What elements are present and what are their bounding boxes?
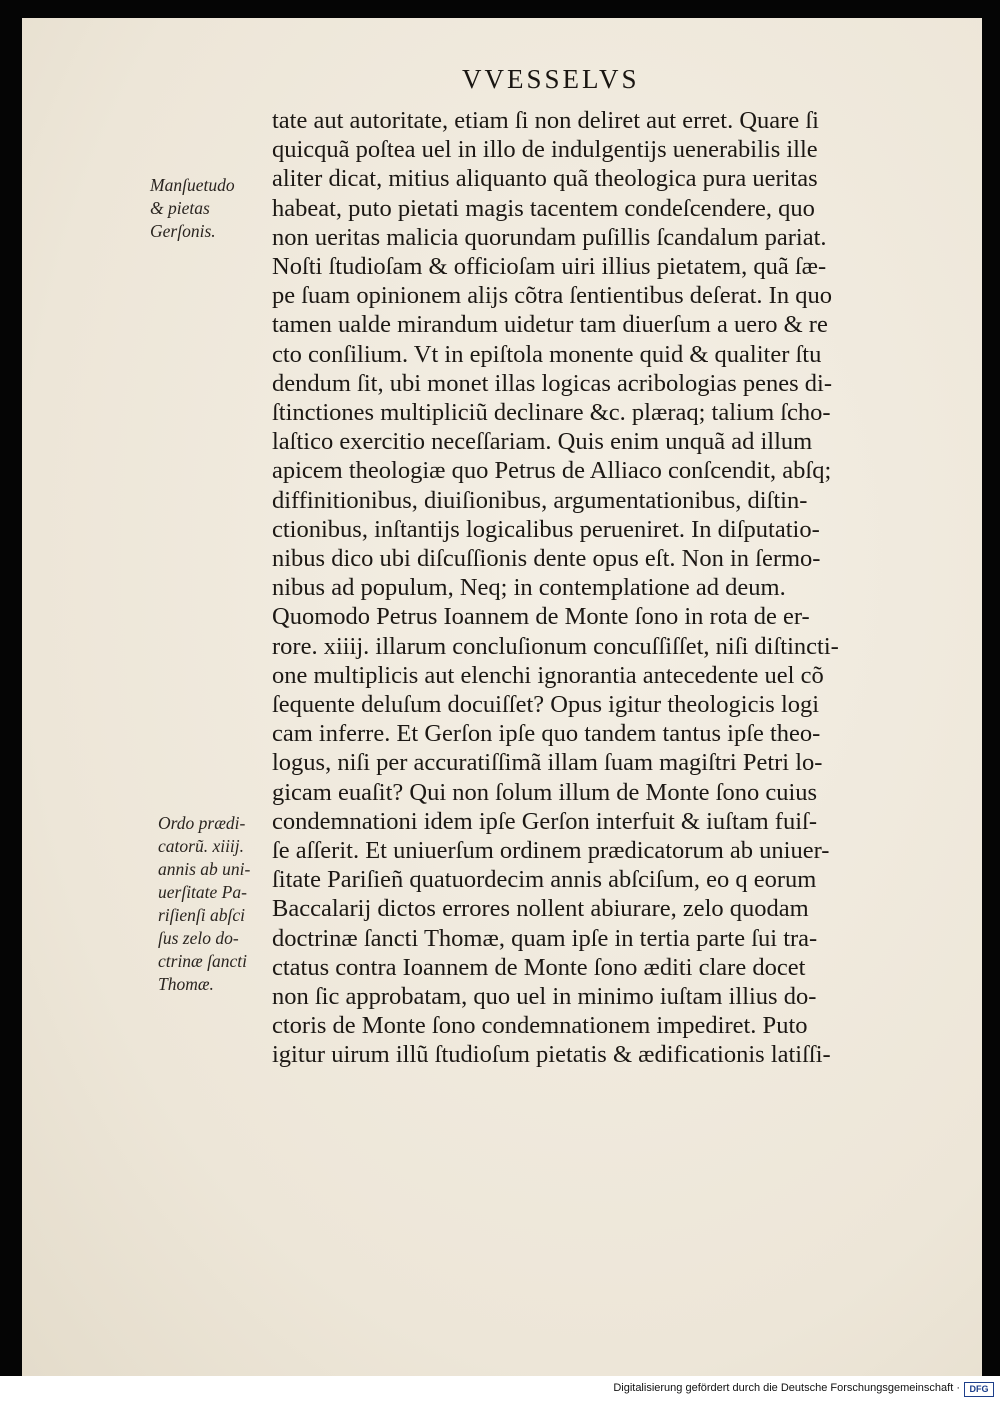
margin-note-line: riſienſi abſci [158,905,246,925]
text-line: non ſic approbatam, quo uel in minimo iuſtam illius do- [272,983,817,1010]
margin-note-line: ctrinæ ſancti [158,951,247,971]
text-line: logus, niſi per accuratiſſimã illam ſuam magiſtri Petri lo- [272,749,823,777]
margin-note-line: catorũ. xiiij. [158,836,245,856]
margin-note-line: ſus zelo do- [158,928,239,948]
text-line: aliter dicat, mitius aliquanto quã theologica pura ueritas [272,165,818,193]
text-line: gicam euaſit? Qui non ſolum illum de Monte ſono cuius [272,778,818,806]
text-line: cto conſilium. Vt in epiſtola monente quid & qualiter ſtu [272,340,822,368]
footer-credit: Digitalisierung gefördert durch die Deutsche Forschungsgemeinschaft · [613,1382,960,1394]
text-line: non ueritas malicia quorundam puſillis ſcandalum pariat. [272,223,827,251]
text-line: laſtico exercitio neceſſariam. Quis enim unquã ad illum [272,428,813,456]
text-line: Baccalarij dictos errores nollent abiurare, zelo quodam [272,895,809,923]
margin-note-line: uerſitate Pa- [158,882,247,902]
text-line: ſe aſſerit. Et uniuerſum ordinem prædicatorum ab uniuer- [272,837,830,864]
text-line: Noſti ſtudioſam & officioſam uiri illius pietatem, quã ſæ- [272,253,827,280]
text-line: ctoris de Monte ſono condemnationem impediret. Puto [272,1012,808,1040]
margin-note-line: annis ab uni- [158,859,251,879]
text-line: dendum ſit, ubi monet illas logicas acribologias penes di- [272,369,832,397]
text-line: one multiplicis aut elenchi ignorantia antecedente uel cõ [272,661,824,689]
text-line: tamen ualde mirandum uidetur tam diuerſum a uero & re [272,311,828,339]
text-line: ſequente deluſum docuiſſet? Opus igitur theologicis logi [272,691,820,718]
margin-note-line: Manſuetudo [150,175,235,195]
text-line: rore. xiiij. illarum concluſionum concuſſiſſet, niſi diſtincti- [272,632,839,660]
margin-note-line: Gerſonis. [150,221,216,241]
book-page [22,18,982,1376]
text-line: condemnationi idem ipſe Gerſon interfuit & iuſtam fuiſ- [272,807,817,835]
text-line: ſitate Pariſieñ quatuordecim annis abſciſum, eo q eorum [272,866,817,894]
text-line: apicem theologiæ quo Petrus de Alliaco conſcendit, abſq; [272,457,832,485]
text-line: ctionibus, inſtantijs logicalibus perueniret. In diſputatio- [272,515,820,543]
text-line: nibus ad populum, Neq; in contemplatione ad deum. [272,574,786,602]
margin-note-line: & pietas [150,198,210,218]
margin-note-line: Ordo prædi- [158,813,246,833]
text-line: diffinitionibus, diuiſionibus, argumentationibus, diſtin- [272,486,808,514]
text-line: nibus dico ubi diſcuſſionis dente opus eſt. Non in ſermo- [272,545,821,572]
margin-note-line: Thomæ. [158,974,214,994]
dfg-logo: DFG [964,1382,994,1397]
text-line: doctrinæ ſancti Thomæ, quam ipſe in tertia parte ſui tra- [272,924,818,952]
text-line: igitur uirum illũ ſtudioſum pietatis & ædificationis latiſſi- [272,1041,831,1069]
digitization-footer [0,1376,1000,1401]
text-line: quicquã poſtea uel in illo de indulgentijs uenerabilis ille [272,136,818,164]
text-line: ctatus contra Ioannem de Monte ſono æditi clare docet [272,953,806,981]
text-line: Quomodo Petrus Ioannem de Monte ſono in rota de er- [272,603,810,631]
text-line: cam inferre. Et Gerſon ipſe quo tandem tantus ipſe theo- [272,720,821,748]
running-head: VVESSELVS [462,64,640,94]
text-line: habeat, puto pietati magis tacentem condeſcendere, quo [272,194,815,222]
text-line: pe ſuam opinionem alijs cõtra ſentientibus deſerat. In quo [272,282,832,310]
text-line: tate aut autoritate, etiam ſi non deliret aut erret. Quare ſi [272,107,819,134]
text-line: ſtinctiones multipliciũ declinare &c. plæraq; talium ſcho- [272,399,831,426]
